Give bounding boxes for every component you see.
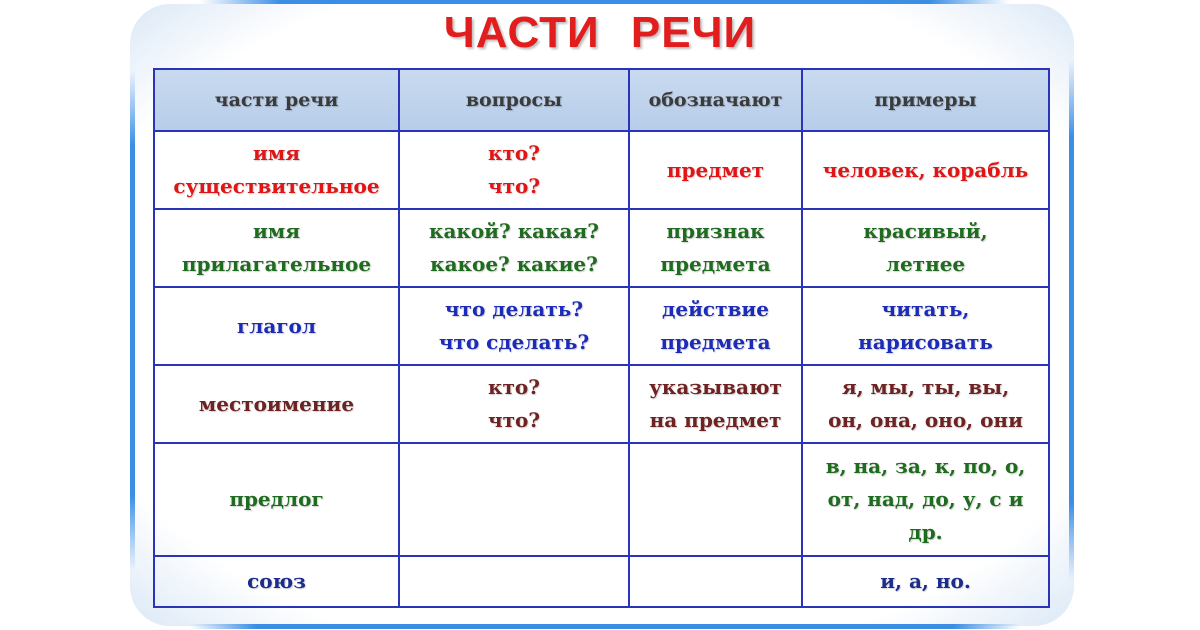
table-row-preposition bbox=[154, 443, 1049, 556]
header-part-of-speech: части речи bbox=[154, 69, 399, 131]
cell-line: нарисовать bbox=[858, 330, 993, 354]
cell-line: др. bbox=[908, 520, 943, 544]
cell-part bbox=[154, 365, 399, 443]
frame-border-left bbox=[130, 70, 135, 570]
header-denotes: обозначают bbox=[629, 69, 802, 131]
cell-part bbox=[154, 131, 399, 209]
table-header-row bbox=[154, 69, 1049, 131]
cell-line: глагол bbox=[236, 313, 316, 338]
frame-border-right bbox=[1069, 60, 1074, 580]
cell-line: имя bbox=[253, 219, 300, 243]
header-examples: примеры bbox=[802, 69, 1049, 131]
cell-questions-empty bbox=[399, 443, 629, 556]
cell-line: я, мы, ты, вы, bbox=[841, 375, 1010, 399]
cell-line: существительное bbox=[173, 174, 380, 198]
cell-examples bbox=[802, 209, 1049, 287]
header-questions: вопросы bbox=[399, 69, 629, 131]
cell-line: и, а, но. bbox=[880, 569, 971, 593]
cell-questions bbox=[399, 365, 629, 443]
cell-line: что? bbox=[487, 408, 541, 432]
cell-examples bbox=[802, 365, 1049, 443]
cell-line: имя bbox=[253, 141, 300, 165]
cell-questions-empty bbox=[399, 556, 629, 607]
cell-line: от, над, до, у, с и bbox=[827, 487, 1024, 511]
parts-of-speech-table bbox=[153, 68, 1050, 608]
cell-examples bbox=[802, 443, 1049, 556]
table-row-verb bbox=[154, 287, 1049, 365]
cell-part bbox=[154, 209, 399, 287]
cell-line: действие bbox=[662, 297, 769, 321]
cell-line: красивый, bbox=[863, 219, 988, 243]
cell-examples bbox=[802, 556, 1049, 607]
cell-denotes bbox=[629, 287, 802, 365]
cell-line: в, на, за, к, по, о, bbox=[825, 454, 1026, 478]
table-row-pronoun bbox=[154, 365, 1049, 443]
cell-line: предмета bbox=[660, 330, 771, 354]
cell-denotes bbox=[629, 365, 802, 443]
cell-line: союз bbox=[247, 569, 306, 593]
cell-questions bbox=[399, 209, 629, 287]
cell-line: кто? bbox=[488, 375, 540, 399]
cell-line: читать, bbox=[881, 297, 970, 321]
cell-denotes bbox=[629, 209, 802, 287]
cell-line: что сделать? bbox=[438, 330, 590, 354]
cell-line: какое? какие? bbox=[430, 252, 598, 276]
cell-denotes-empty bbox=[629, 443, 802, 556]
cell-part bbox=[154, 443, 399, 556]
cell-line: на предмет bbox=[649, 408, 782, 432]
table-row-noun bbox=[154, 131, 1049, 209]
cell-line: признак bbox=[666, 219, 765, 243]
cell-line: указывают bbox=[649, 375, 782, 399]
cell-denotes-empty bbox=[629, 556, 802, 607]
frame-border-bottom bbox=[190, 624, 1020, 629]
frame-border-top bbox=[200, 0, 1010, 4]
cell-line: предмет bbox=[666, 157, 765, 182]
cell-line: кто? bbox=[488, 141, 540, 165]
cell-line: местоимение bbox=[198, 391, 355, 416]
cell-questions bbox=[399, 287, 629, 365]
cell-line: предлог bbox=[229, 487, 324, 511]
table-row-conjunction bbox=[154, 556, 1049, 607]
cell-line: прилагательное bbox=[181, 252, 372, 276]
cell-line: он, она, оно, они bbox=[828, 408, 1023, 432]
cell-line: человек, корабль bbox=[822, 157, 1029, 182]
cell-line: что делать? bbox=[444, 297, 584, 321]
cell-part bbox=[154, 556, 399, 607]
cell-examples bbox=[802, 131, 1049, 209]
cell-part bbox=[154, 287, 399, 365]
cell-line: что? bbox=[487, 174, 541, 198]
cell-line: летнее bbox=[885, 252, 966, 276]
cell-examples bbox=[802, 287, 1049, 365]
cell-line: предмета bbox=[660, 252, 771, 276]
cell-questions bbox=[399, 131, 629, 209]
cell-line: какой? какая? bbox=[429, 219, 599, 243]
table-row-adjective bbox=[154, 209, 1049, 287]
cell-denotes bbox=[629, 131, 802, 209]
page-title: ЧАСТИ РЕЧИ bbox=[443, 8, 757, 57]
